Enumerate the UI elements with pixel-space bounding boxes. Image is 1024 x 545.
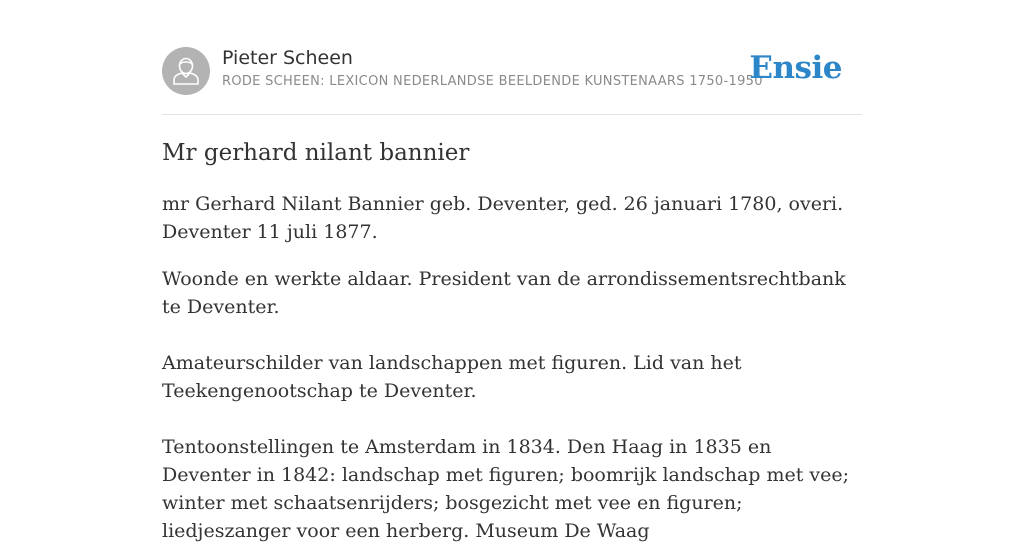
article-body: [162, 136, 864, 545]
article-paragraph: Tentoonstellingen te Amsterdam in 1834. Den Haag in 1835 en Deventer in 1842: landschap met figuren; boomrijk landschap met vee; winter met schaatsenrijders; bosgezicht met vee en figuren; liedjeszanger voor een herberg. Museum De Waag: [162, 436, 849, 542]
article-paragraph: Amateurschilder van landschappen met figuren. Lid van het Teekengenootschap te Deventer.: [162, 352, 742, 402]
article-header: [162, 46, 862, 115]
paragraph-spacer: [162, 246, 864, 265]
article-paragraph: mr Gerhard Nilant Bannier geb. Deventer, ged. 26 januari 1780, overi. Deventer 11 juli 1877.: [162, 193, 844, 243]
article-paragraph: Woonde en werkte aldaar. President van de arrondissementsrechtbank te Deventer.: [162, 268, 846, 318]
author-name[interactable]: Pieter Scheen: [222, 47, 353, 69]
article-title: Mr gerhard nilant bannier: [162, 140, 470, 166]
source-title[interactable]: RODE SCHEEN: LEXICON NEDERLANDSE BEELDENDE KUNSTENAARS 1750-1950: [222, 74, 763, 89]
paragraph-spacer: [162, 321, 864, 349]
user-avatar-icon[interactable]: [162, 47, 210, 95]
paragraph-spacer: [162, 405, 864, 433]
ensie-logo[interactable]: Ensie: [749, 50, 842, 86]
